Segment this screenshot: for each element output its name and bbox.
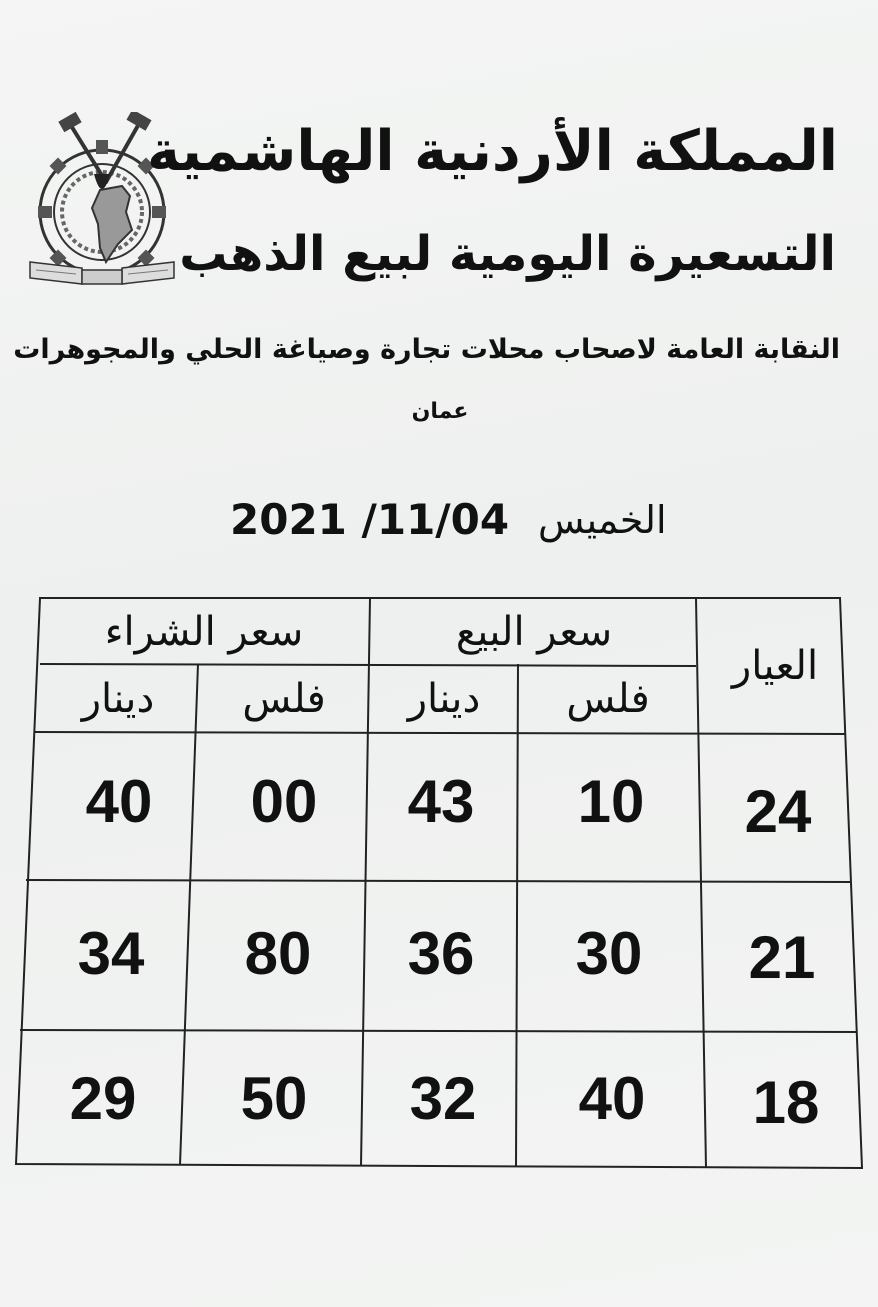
header-karat: العيار: [731, 643, 819, 689]
row-18-karat: 18: [752, 1068, 820, 1136]
city-label: عمان: [411, 399, 469, 424]
row-21-sell-dinar: 36: [407, 919, 475, 987]
header-sell-dinar: دينار: [407, 676, 481, 722]
kingdom-title: المملكة الأردنية الهاشمية: [146, 119, 838, 184]
row-18-buy-dinar: 29: [69, 1064, 137, 1132]
weekday-label: الخميس: [538, 498, 667, 542]
date-value: 2021 /11/04: [230, 495, 510, 544]
row-24-sell-fils: 10: [577, 767, 645, 835]
row-21-buy-fils: 80: [244, 919, 312, 987]
header-sell-price: سعر البيع: [455, 609, 613, 655]
row-24-sell-dinar: 43: [407, 767, 475, 835]
row-21-sell-fils: 30: [575, 919, 643, 987]
syndicate-name: النقابة العامة لاصحاب محلات تجارة وصياغة الحلي والمجوهرات: [13, 334, 840, 365]
header-buy-fils: فلس: [242, 676, 326, 722]
row-21-buy-dinar: 34: [77, 919, 145, 987]
row-18-sell-fils: 40: [578, 1064, 646, 1132]
gold-price-table: [14, 596, 864, 1170]
header-buy-price: سعر الشراء: [104, 609, 304, 655]
row-24-buy-dinar: 40: [85, 767, 153, 835]
pricing-subtitle: التسعيرة اليومية لبيع الذهب: [179, 226, 836, 282]
header-buy-dinar: دينار: [81, 676, 155, 722]
date-line: [200, 488, 700, 552]
row-18-buy-fils: 50: [240, 1064, 308, 1132]
header-sell-fils: فلس: [566, 676, 650, 722]
row-24-karat: 24: [744, 777, 812, 845]
row-18-sell-dinar: 32: [409, 1064, 477, 1132]
row-24-buy-fils: 00: [250, 767, 318, 835]
row-21-karat: 21: [748, 923, 816, 991]
